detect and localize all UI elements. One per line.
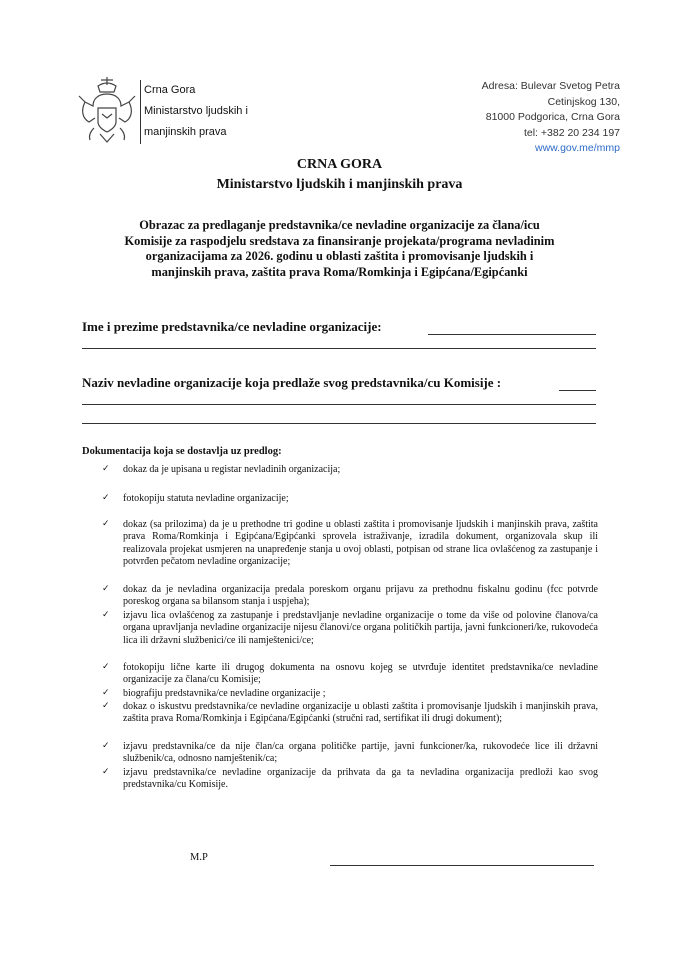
ministry-line-country: Crna Gora [144, 84, 196, 96]
ministry-line-name-cont: manjinskih prava [144, 126, 227, 138]
organization-name-input-line-3[interactable] [82, 423, 596, 424]
checkmark-icon: ✓ [102, 584, 110, 594]
organization-name-label: Naziv nevladine organizacije koja predlaže svog predstavnika/cu Komisije : [82, 375, 502, 390]
signature-line[interactable] [330, 865, 594, 866]
checkmark-icon: ✓ [102, 767, 110, 777]
coat-of-arms-icon [76, 76, 138, 146]
checkmark-icon: ✓ [102, 741, 110, 751]
ministry-line-name: Ministarstvo ljudskih i [144, 105, 248, 117]
documentation-heading: Dokumentacija koja se dostavlja uz predlog: [82, 446, 282, 457]
country-title: CRNA GORA [296, 157, 383, 172]
representative-name-label: Ime i prezime predstavnika/ce nevladine organizacije: [82, 319, 382, 334]
checkmark-icon: ✓ [102, 493, 110, 503]
form-title-line: Obrazac za predlaganje predstavnika/ce nevladine organizacije za člana/icu [139, 218, 540, 232]
organization-name-input-line[interactable] [559, 390, 596, 391]
address-block [380, 79, 620, 157]
checkmark-icon: ✓ [102, 701, 110, 711]
checkmark-icon: ✓ [102, 662, 110, 672]
form-title-line: Komisije za raspodjelu sredstava za finansiranje projekata/programa nevladinim [124, 233, 555, 248]
header-divider [140, 80, 141, 144]
address-line: Adresa: Bulevar Svetog Petra [481, 80, 620, 92]
checkmark-icon: ✓ [102, 464, 110, 474]
phone-line: tel: +382 20 234 197 [523, 126, 620, 139]
address-line: 81000 Podgorica, Crna Gora [485, 111, 620, 124]
form-title-line: organizacijama za 2026. godinu u oblasti zaštita i promovisanje ljudskih i [145, 249, 534, 264]
form-title [82, 218, 597, 280]
representative-name-input-line-2[interactable] [82, 348, 596, 349]
stamp-label: M.P [190, 852, 208, 863]
website-link[interactable]: www.gov.me/mmp [535, 142, 620, 155]
ministry-name-block [144, 80, 248, 143]
checkmark-icon: ✓ [102, 610, 110, 620]
representative-name-input-line[interactable] [428, 334, 596, 335]
form-title-line: manjinskih prava, zaštita prava Roma/Romkinja i Egipćana/Egipćanki [151, 264, 528, 279]
ministry-title: Ministarstvo ljudskih i manjinskih prava [216, 177, 463, 192]
organization-name-input-line-2[interactable] [82, 404, 596, 405]
document-page: Crna Gora Ministarstvo ljudskih i manjinskih prava Adresa: Bulevar Svetog Petra Cetinjskog 130, 81000 Podgorica, Crna Gora tel: +382 20 234 197 www.gov.me/mmp CRNA GORA Ministarstvo ljudskih i manjinskih prava Obrazac za predlaganje predstavnika/ce nevladine organizacije za člana/icu Komisije za raspodjelu sredstava za finansiranje projekata/programa nevladinim organizacijama za 2026. godinu u oblasti zaštita i promovisanje ljudskih i manjinskih prava, zaštita prava Roma/Romkinja i Egipćana/Egipćanki Ime i prezime predstavnika/ce nevladine organizacije: Naziv nevladine organizacije koja predlaže svog predstavnika/cu Komisije : Dokumentacija koja se dostavlja uz predlog: ✓ dokaz da je upisana u registar nevladinih organizacija; ✓ fotokopiju statuta nevladine organizacije; ✓ dokaz (sa prilozima) da je u prethodne tri godine u oblasti zaštita i promovisanje ljudskih i manjinskih prava, zaštita prava Roma/Romkinja i Egipćana/Egipćanki sprovela istraživanje, izradila dokument, organizovala skup ili realizovala projekat usmjeren na unapređenje stanja u ovoj oblasti, potpisan od strane lica ovlašćenog za zastupanje i potvrđen pečatom nevladine organizacije; ✓ dokaz da je nevladina organizacija predala poreskom organu prijavu za prethodnu fiskalnu godinu (fcc potvrde poreskog organa sa bilansom stanja i uspjeha); ✓ izjavu lica ovlašćenog za zastupanje i predstavljanje nevladine organizacije o tome da više od polovine članova/ca organa upravljanja nevladine organizacije nijesu članovi/ce organa političkih partija, javni funkcioneri/ke, rukovodeća lica ili državni službenici/ce ili namještenici/ce; ✓ fotokopiju lične karte ili drugog dokumenta na osnovu kojeg se utvrđuje identitet predstavnika/ce nevladine organizacije za člana/cu Komisije; ✓ biografiju predstavnika/ce nevladine organizacije ; ✓ dokaz o iskustvu predstavnika/ce nevladine organizacije u oblasti zaštita i promovisanje ljudskih i manjinskih prava, zaštita prava Roma/Romkinja i Egipćana/Egipćanki (stručni rad, sertifikat ili drugi dokument); ✓ izjavu predstavnika/ce da nije član/ca organa političke partije, javni funkcioner/ka, rukovodeće lice ili državni službenik/ca, odnosno namještenik/ca; ✓ izjavu predstavnika/ce nevladine organizacije da prihvata da ga ta nevladina organizacija predloži kao svog predstavnika/cu Komisije. M.P [0, 0, 679, 960]
address-line: Cetinjskog 130, [547, 95, 620, 108]
checkmark-icon: ✓ [102, 519, 110, 529]
checkmark-icon: ✓ [102, 688, 110, 698]
